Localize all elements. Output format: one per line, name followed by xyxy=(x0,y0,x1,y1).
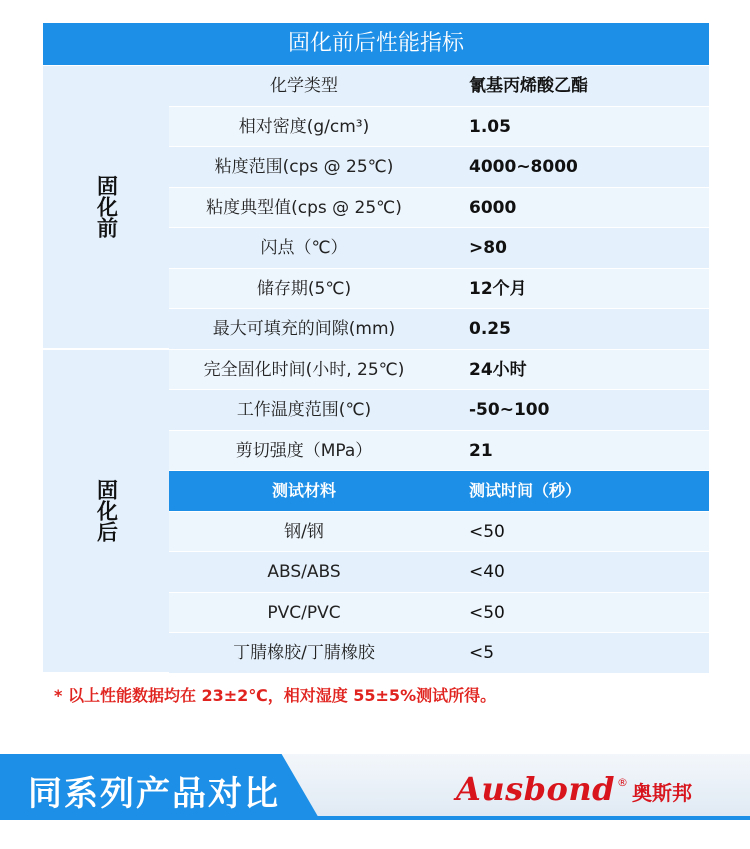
table-row: 最大可填充的间隙(mm) 0.25 xyxy=(169,309,709,350)
group-after-cure xyxy=(43,350,709,674)
group-label-before: 固化前 xyxy=(43,66,169,350)
footnote: * 以上性能数据均在 23±2℃，相对湿度 55±5%测试所得。 xyxy=(54,686,497,705)
brand-name-cn: 奥斯邦 xyxy=(632,781,692,805)
table-row: 相对密度(g/cm³) 1.05 xyxy=(169,107,709,148)
group-label-after: 固化后 xyxy=(43,350,169,674)
group-before-cure xyxy=(43,66,709,350)
registered-mark: ® xyxy=(617,776,628,789)
table-row: 储存期(5℃) 12个月 xyxy=(169,269,709,310)
brand-name: Ausbond xyxy=(456,770,615,808)
section-title: 同系列产品对比 xyxy=(28,774,280,814)
table-row: 完全固化时间(小时, 25℃) 24小时 xyxy=(169,350,709,391)
table-row: 剪切强度（MPa） 21 xyxy=(169,431,709,472)
test-header-row: 测试材料 测试时间（秒） xyxy=(169,471,709,512)
table-row: 钢/钢 <50 xyxy=(169,512,709,553)
brand-logo xyxy=(456,770,692,808)
table-title: 固化前后性能指标 xyxy=(43,23,709,65)
table-row: 粘度范围(cps @ 25℃) 4000~8000 xyxy=(169,147,709,188)
table-row: ABS/ABS <40 xyxy=(169,552,709,593)
table-row: 闪点（℃） >80 xyxy=(169,228,709,269)
table-row: PVC/PVC <50 xyxy=(169,593,709,634)
spec-table xyxy=(43,66,709,674)
table-row: 丁腈橡胶/丁腈橡胶 <5 xyxy=(169,633,709,674)
section-banner xyxy=(0,754,750,826)
table-row: 工作温度范围(℃) -50~100 xyxy=(169,390,709,431)
table-row: 化学类型 氰基丙烯酸乙酯 xyxy=(169,66,709,107)
table-row: 粘度典型值(cps @ 25℃) 6000 xyxy=(169,188,709,229)
